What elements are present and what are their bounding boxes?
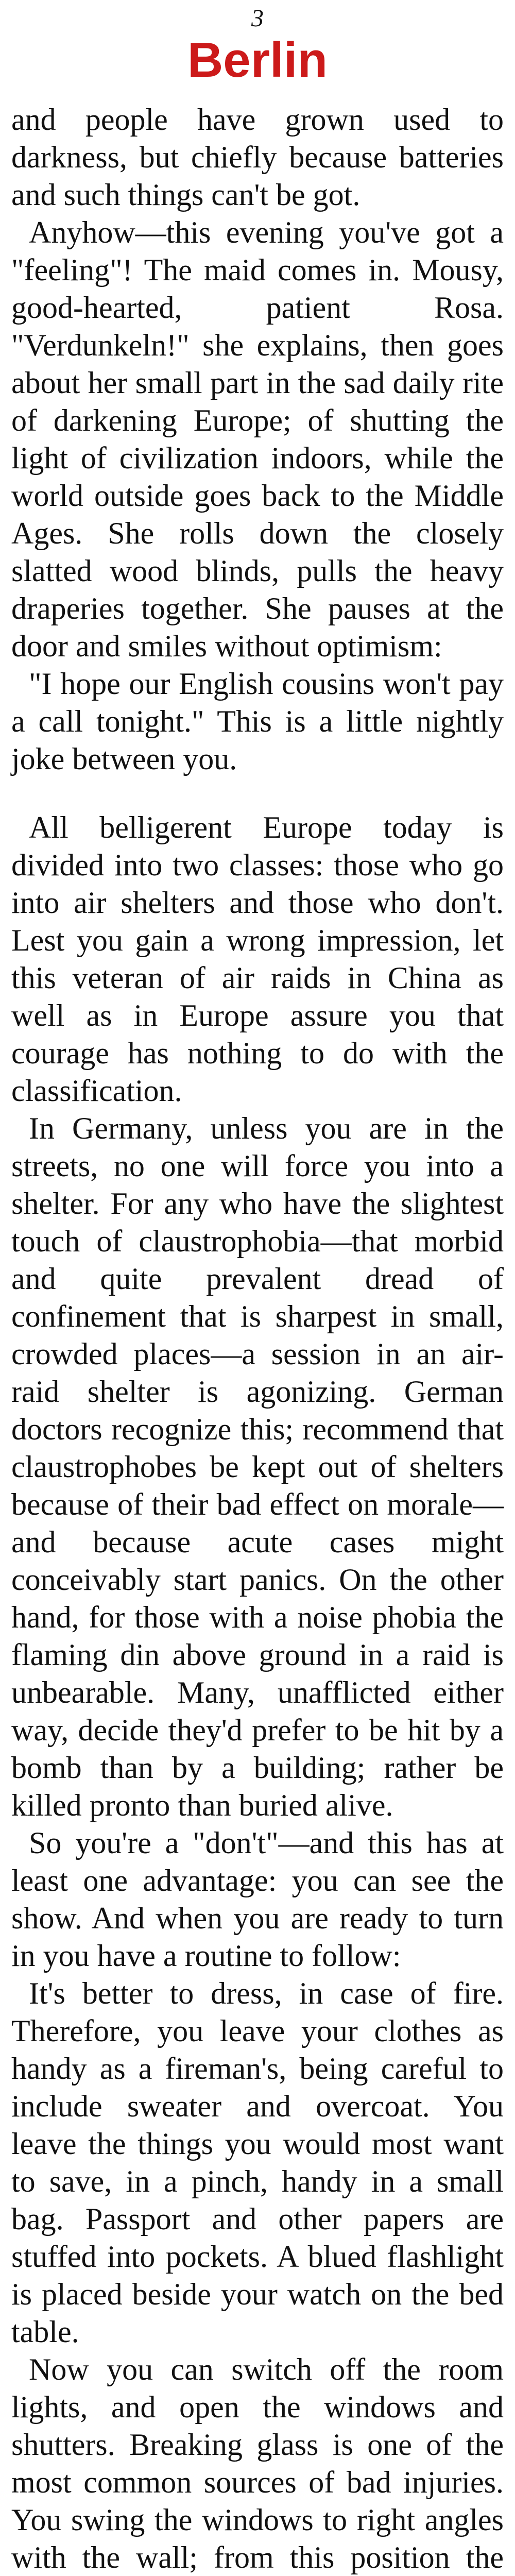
paragraph: "I hope our English cousins won't pay a call tonight." This is a little nightly joke between you.: [11, 667, 504, 776]
paragraph: and people have grown used to darkness, but chiefly because batteries and such things can't be got.: [11, 103, 504, 212]
article-body: [11, 101, 504, 2576]
paragraph: In Germany, unless you are in the streets, no one will force you into a shelter. For any who have the slightest touch of claustrophobia—that morbid and quite prevalent dread of confinement that is sharpest in small, crowded places—a session in an air-raid shelter is agonizing. German doctors recognize this; recommend that claustrophobes be kept out of shelters because of their bad effect on morale—and because acute cases might conceivably start panics. On the other hand, for those with a noise phobia the flaming din above ground in a raid is unbearable. Many, unafflicted either way, decide they'd prefer to be hit by a bomb than by a building; rather be killed pronto than buried alive.: [11, 1111, 504, 1822]
paragraph: Anyhow—this evening you've got a "feeling"! The maid comes in. Mousy, good-hearted, patient Rosa. "Verdunkeln!" she explains, then goes about her small part in the sad daily rite of darkening Europe; of shutting the light of civilization indoors, while the world outside goes back to the Middle Ages. She rolls down the closely slatted wood blinds, pulls the heavy draperies together. She pauses at the door and smiles without optimism:: [11, 215, 504, 663]
paragraph: Now you can switch off the room lights, and open the windows and shutters. Breaking glass is one of the most common sources of bad injuries. You swing the windows to right angles with the wall; from this position the: [11, 2352, 504, 2574]
paragraph: So you're a "don't"—and this has at least one advantage: you can see the show. And when you are ready to turn in you have a routine to follow:: [11, 1826, 504, 1973]
paragraph: It's better to dress, in case of fire. Therefore, you leave your clothes as handy as a fireman's, being careful to include sweater and overcoat. You leave the things you would most want to save, in a pinch, handy in a small bag. Passport and other papers are stuffed into pockets. A blued flashlight is placed beside your watch on the bed table.: [11, 1976, 504, 2349]
article-title: Berlin: [187, 32, 328, 88]
paragraph: All belligerent Europe today is divided into two classes: those who go into air shelters and those who don't. Lest you gain a wrong impression, let this veteran of air raids in China as well as in Europe assure you that courage has nothing to do with the classification.: [11, 810, 504, 1108]
page-number: 3: [251, 5, 264, 32]
